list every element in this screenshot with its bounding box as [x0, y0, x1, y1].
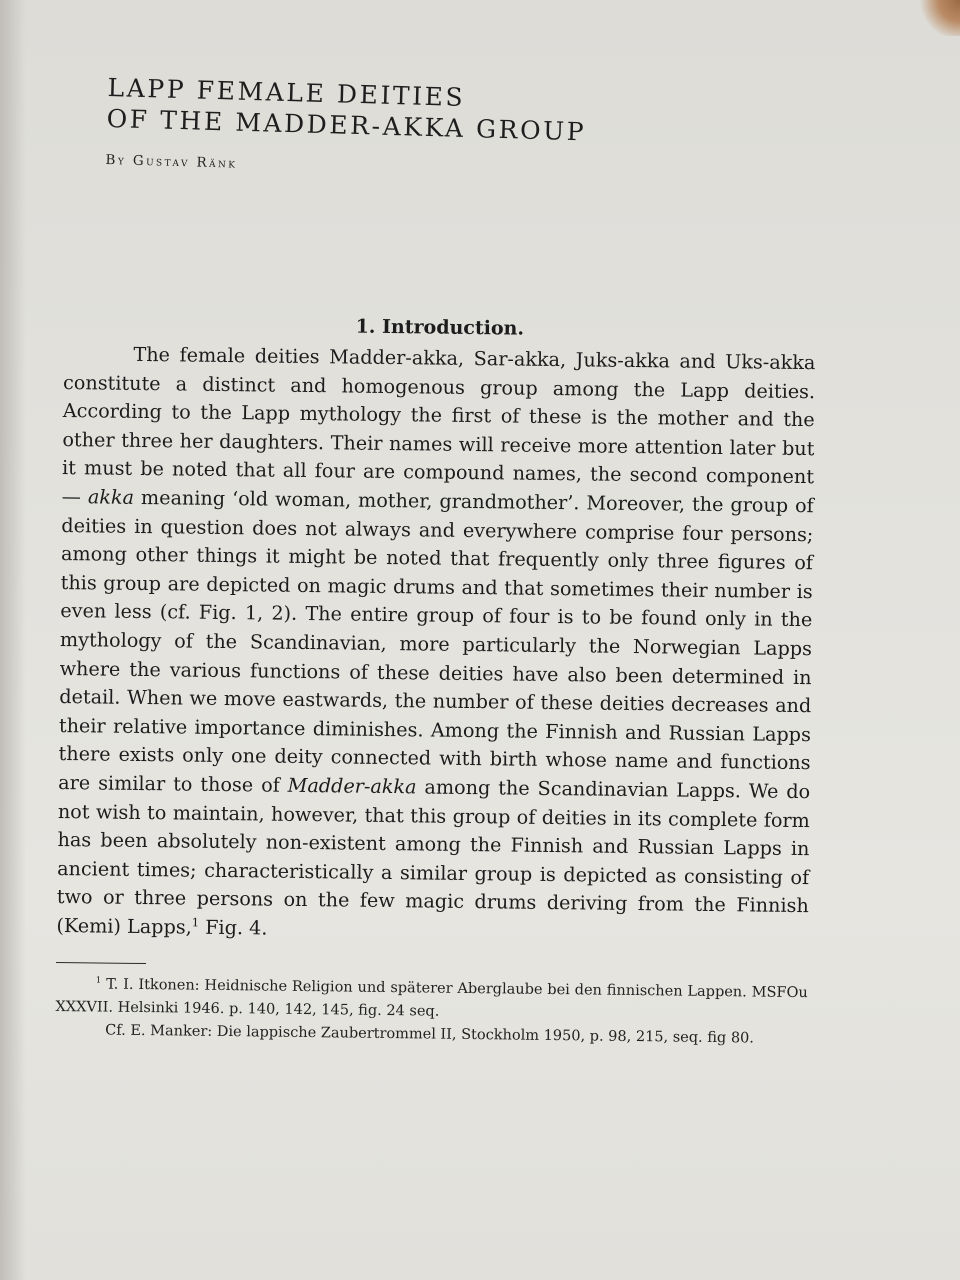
author-byline: By Gustav Ränk	[105, 151, 238, 172]
footnote-1-text: T. I. Itkonen: Heidnische Religion und späterer Aberglaube bei den finnischen Lappen. MSFOu XXXVII. Helsinki 1946. p. 140, 142, 145, fig. 24 seq.	[55, 976, 808, 1021]
footnote-reference: 1	[191, 915, 200, 930]
section-heading: 1. Introduction.	[355, 315, 525, 340]
body-paragraph	[56, 340, 815, 950]
italic-term-akka: akka	[87, 485, 135, 509]
paragraph-text-2: meaning ‘old woman, mother, grandmother’. Moreover, the group of deities in question does not always and everywhere comprise four persons; among other things it might be noted that frequently only three figures of this group are depicted on magic drums and that sometimes their number is even less (cf. Fig. 1, 2). The entire group of four is to be found only in the mythology of the Scandinavian, more particularly the Norwegian Lapps where the various functions of these deities have also been determined in detail. When we move eastwards, the number of these deities decreases and their relative importance diminishes. Among the Finnish and Russian Lapps there exists only one deity connected with birth whose name and functions are similar to those of	[58, 485, 814, 797]
title-block	[105, 72, 587, 181]
article-content	[55, 312, 816, 1052]
italic-term-madder-akka: Madder-akka	[287, 773, 417, 799]
paragraph-text-4: Fig. 4.	[198, 915, 268, 940]
footnote-1-marker: 1	[95, 976, 102, 987]
article-title-line-2: OF THE MADDER-AKKA GROUP	[106, 103, 587, 147]
paragraph-text-1: The female deities Madder-akka, Sar-akka, Juks-akka and Uks-akka constitute a distinct and homogenous group among the Lapp deities. According to the Lapp mythology the first of these is the mother and the other three her daughters. Their names will receive more attention later but it must be noted that all four are compound names, the second component —	[61, 342, 816, 509]
article-title-line-1: LAPP FEMALE DEITIES	[107, 72, 466, 112]
footnote-separator	[56, 962, 146, 964]
footnote-2: Cf. E. Manker: Die lappische Zaubertrommel II, Stockholm 1950, p. 98, 215, seq. fig 80.	[105, 1023, 755, 1047]
paragraph-text-3: among the Scandinavian Lapps. We do not wish to maintain, however, that this group of deities in its complete form has been absolutely non-existent among the Finnish and Russian Lapps in ancient times; characteristically a similar group is depicted as consisting of two or three persons on the few magic drums deriving from the Finnish (Kemi) Lapps,	[56, 775, 811, 939]
